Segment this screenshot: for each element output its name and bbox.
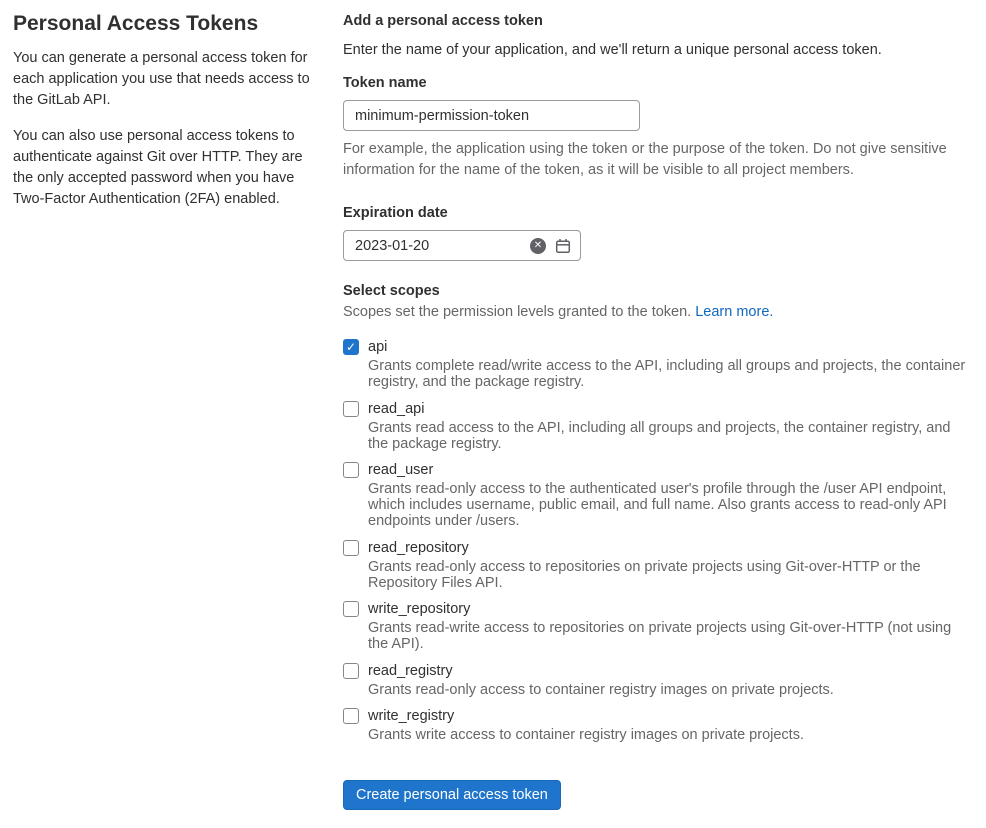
select-scopes-label: Select scopes bbox=[343, 283, 440, 300]
sidebar-paragraph-2: You can also use personal access tokens to authenticate against Git over HTTP. They are the only accepted password when you have Two-Factor Authentication (2FA) enabled. bbox=[13, 128, 303, 208]
expiration-date-group bbox=[343, 205, 973, 261]
scope-name[interactable]: read_user bbox=[368, 461, 434, 478]
form-description: Enter the name of your application, and we'll return a unique personal access token. bbox=[343, 42, 882, 58]
page-title: Personal Access Tokens bbox=[13, 12, 259, 35]
expiration-date-input[interactable] bbox=[343, 230, 581, 261]
scope-item-write-repository bbox=[343, 601, 973, 652]
scope-name[interactable]: read_api bbox=[368, 400, 425, 417]
token-name-input[interactable] bbox=[343, 100, 640, 131]
scope-description: Grants complete read/write access to the API, including all groups and projects, the container registry, and the package registry. bbox=[368, 358, 966, 391]
scope-checkbox-read-registry[interactable] bbox=[343, 663, 359, 679]
calendar-icon[interactable] bbox=[555, 238, 571, 254]
scope-description: Grants read-write access to repositories on private projects using Git-over-HTTP (not using the API). bbox=[368, 620, 952, 653]
scope-description: Grants write access to container registry images on private projects. bbox=[368, 726, 804, 743]
token-name-group bbox=[343, 75, 973, 181]
scope-checkbox-read-user[interactable] bbox=[343, 462, 359, 478]
sidebar-paragraph-1: You can generate a personal access token for each application you use that needs access to the GitLab API. bbox=[13, 50, 310, 109]
settings-description-column bbox=[13, 12, 343, 810]
token-name-label: Token name bbox=[343, 75, 427, 91]
scope-description: Grants read-only access to repositories on private projects using Git-over-HTTP or the Repository Files API. bbox=[368, 558, 921, 591]
scope-item-read-repository bbox=[343, 540, 973, 591]
scope-description: Grants read-only access to container registry images on private projects. bbox=[368, 681, 834, 698]
learn-more-link[interactable]: Learn more. bbox=[695, 304, 774, 321]
scope-name[interactable]: write_registry bbox=[368, 707, 455, 724]
scope-name[interactable]: read_repository bbox=[368, 539, 469, 556]
scope-item-read-api bbox=[343, 401, 973, 452]
scopes-description-text: Scopes set the permission levels granted to the token. bbox=[343, 304, 692, 321]
scope-name[interactable]: write_repository bbox=[368, 601, 471, 618]
scope-name[interactable]: read_registry bbox=[368, 662, 453, 679]
scope-description: Grants read-only access to the authenticated user's profile through the /user API endpoint, which includes username, public email, and full name. Also grants access to read-only API endpoints under /users. bbox=[368, 480, 947, 530]
scope-item-read-user bbox=[343, 462, 973, 530]
scope-item-read-registry bbox=[343, 663, 973, 698]
clear-date-icon[interactable]: ✕ bbox=[530, 238, 546, 254]
create-token-button[interactable]: Create personal access token bbox=[343, 780, 561, 810]
add-token-form bbox=[343, 12, 973, 810]
scope-checkbox-write-repository[interactable] bbox=[343, 601, 359, 617]
scope-checkbox-read-repository[interactable] bbox=[343, 540, 359, 556]
scope-description: Grants read access to the API, including all groups and projects, the container registry, and the package registry. bbox=[368, 419, 951, 452]
expiration-date-value[interactable]: 2023-01-20 bbox=[355, 237, 430, 254]
scope-checkbox-read-api[interactable] bbox=[343, 401, 359, 417]
form-heading: Add a personal access token bbox=[343, 13, 543, 29]
scope-item-write-registry bbox=[343, 708, 973, 743]
expiration-date-label: Expiration date bbox=[343, 205, 448, 222]
token-name-help: For example, the application using the token or the purpose of the token. Do not give sensitive information for the name of the token, as it will be visible to all project members. bbox=[343, 141, 947, 179]
scope-item-api bbox=[343, 339, 973, 390]
scopes-description bbox=[343, 304, 973, 320]
select-scopes-group bbox=[343, 283, 973, 743]
scope-name[interactable]: api bbox=[368, 339, 388, 356]
scope-checkbox-api[interactable] bbox=[343, 339, 359, 355]
scope-checkbox-write-registry[interactable] bbox=[343, 708, 359, 724]
